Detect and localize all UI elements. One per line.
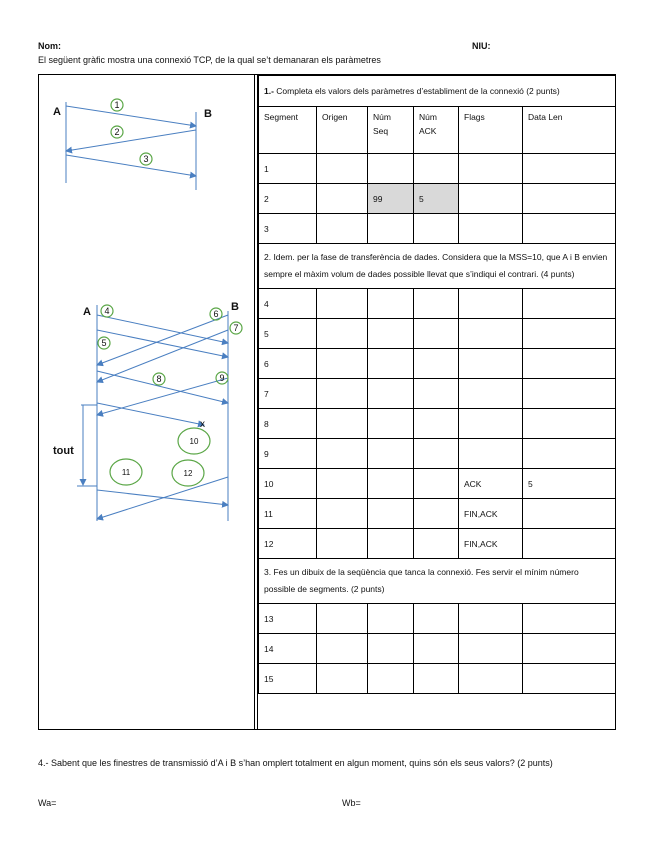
seg-label-11: 11 bbox=[121, 468, 131, 477]
cell-num-ack[interactable] bbox=[414, 499, 459, 529]
cell-data-len[interactable] bbox=[523, 379, 616, 409]
cell-flags[interactable] bbox=[459, 634, 523, 664]
cell-segment[interactable]: 15 bbox=[259, 664, 317, 694]
question-4-text: 4.- Sabent que les finestres de transmissió d’A i B s’han omplert totalment en algun moment, quins són els seus valors? (2 punts) bbox=[38, 758, 553, 768]
cell-data-len[interactable] bbox=[523, 154, 616, 184]
cell-segment[interactable]: 5 bbox=[259, 319, 317, 349]
header-flags: Flags bbox=[459, 107, 523, 154]
table-row bbox=[259, 634, 616, 664]
num-label-9: 9 bbox=[219, 373, 225, 383]
intro-text: El següent gràfic mostra una connexió TCP, de la qual se’t demanaran els paràmetres bbox=[38, 55, 381, 65]
cell-num-seq[interactable] bbox=[368, 349, 414, 379]
cell-flags[interactable] bbox=[459, 154, 523, 184]
diagram-label-b-top: B bbox=[204, 108, 212, 120]
table-row bbox=[259, 604, 616, 634]
table-row bbox=[259, 154, 616, 184]
cell-data-len[interactable] bbox=[523, 214, 616, 244]
cell-segment[interactable]: 10 bbox=[259, 469, 317, 499]
cell-flags[interactable] bbox=[459, 664, 523, 694]
num-label-5: 5 bbox=[101, 338, 107, 348]
cell-flags[interactable]: FIN,ACK bbox=[459, 529, 523, 559]
table-row bbox=[259, 469, 616, 499]
cell-data-len[interactable] bbox=[523, 409, 616, 439]
cell-origen[interactable] bbox=[317, 529, 368, 559]
cell-num-seq[interactable] bbox=[368, 439, 414, 469]
seg-label-10: 10 bbox=[189, 437, 199, 446]
section-1-text: Completa els valors dels paràmetres d’establiment de la connexió (2 punts) bbox=[273, 86, 560, 96]
table-row bbox=[259, 379, 616, 409]
section-1-heading bbox=[259, 76, 616, 107]
cell-origen[interactable] bbox=[317, 154, 368, 184]
cell-num-ack[interactable] bbox=[414, 349, 459, 379]
table-row bbox=[259, 439, 616, 469]
cell-origen[interactable] bbox=[317, 604, 368, 634]
table-row bbox=[259, 499, 616, 529]
cell-origen[interactable] bbox=[317, 469, 368, 499]
cell-segment[interactable]: 12 bbox=[259, 529, 317, 559]
cell-num-seq[interactable] bbox=[368, 154, 414, 184]
table-row bbox=[259, 319, 616, 349]
cell-flags[interactable] bbox=[459, 349, 523, 379]
tcp-sequence-diagram bbox=[39, 75, 253, 729]
segment-arrow-3 bbox=[66, 155, 196, 176]
cell-num-ack[interactable] bbox=[414, 379, 459, 409]
cell-flags[interactable]: ACK bbox=[459, 469, 523, 499]
segment-arrow-10 bbox=[97, 403, 204, 425]
cell-num-ack[interactable] bbox=[414, 529, 459, 559]
cell-num-seq[interactable] bbox=[368, 664, 414, 694]
cell-segment[interactable]: 4 bbox=[259, 289, 317, 319]
header-segment: Segment bbox=[259, 107, 317, 154]
diagram-label-b-bottom: B bbox=[231, 301, 239, 313]
cell-flags[interactable] bbox=[459, 289, 523, 319]
tcp-parameters-table bbox=[258, 75, 616, 694]
cell-num-seq[interactable] bbox=[368, 604, 414, 634]
cell-origen[interactable] bbox=[317, 409, 368, 439]
cell-origen[interactable] bbox=[317, 349, 368, 379]
diagram-label-a-top: A bbox=[53, 106, 61, 118]
section-2-heading-row bbox=[259, 244, 616, 289]
cell-num-ack[interactable] bbox=[414, 634, 459, 664]
table-row bbox=[259, 184, 616, 214]
section-2-heading: 2. Idem. per la fase de transferència de dades. Considera que la MSS=10, que A i B envien sempre el màxim volum de dades possible llevat que s’indiqui el contrari. (4 punts) bbox=[259, 244, 616, 289]
header-num-ack: Núm ACK bbox=[414, 107, 459, 154]
table-row bbox=[259, 214, 616, 244]
cell-data-len[interactable]: 5 bbox=[523, 469, 616, 499]
cell-num-ack[interactable] bbox=[414, 604, 459, 634]
cell-flags[interactable] bbox=[459, 439, 523, 469]
table-row bbox=[259, 349, 616, 379]
cell-segment[interactable]: 9 bbox=[259, 439, 317, 469]
cell-data-len[interactable] bbox=[523, 439, 616, 469]
cell-data-len[interactable] bbox=[523, 319, 616, 349]
header-data-len: Data Len bbox=[523, 107, 616, 154]
segment-arrow-2 bbox=[66, 130, 196, 151]
cell-num-seq[interactable] bbox=[368, 379, 414, 409]
cell-segment[interactable]: 7 bbox=[259, 379, 317, 409]
cell-data-len[interactable] bbox=[523, 604, 616, 634]
num-label-4: 4 bbox=[104, 306, 110, 316]
seg-label-12: 12 bbox=[183, 469, 193, 478]
num-label-1: 1 bbox=[114, 100, 120, 110]
cell-num-ack[interactable] bbox=[414, 469, 459, 499]
segment-arrow-1 bbox=[66, 106, 196, 126]
section-1-number: 1.- bbox=[264, 86, 274, 96]
timeout-label: tout bbox=[53, 445, 74, 457]
cell-num-seq[interactable] bbox=[368, 469, 414, 499]
cell-num-ack[interactable] bbox=[414, 664, 459, 694]
cell-num-seq[interactable] bbox=[368, 634, 414, 664]
cell-origen[interactable] bbox=[317, 439, 368, 469]
cell-num-ack[interactable] bbox=[414, 214, 459, 244]
segment-arrow-6 bbox=[97, 315, 228, 365]
cell-origen[interactable] bbox=[317, 664, 368, 694]
cell-data-len[interactable] bbox=[523, 184, 616, 214]
header-num-seq: Núm Seq bbox=[368, 107, 414, 154]
table-row bbox=[259, 409, 616, 439]
segment-arrow-5 bbox=[97, 330, 228, 357]
section-3-heading: 3. Fes un dibuix de la seqüència que tanca la connexió. Fes servir el mínim número possible de segments. (2 punts) bbox=[259, 559, 616, 604]
cell-num-ack[interactable]: 5 bbox=[414, 184, 459, 214]
table-row bbox=[259, 529, 616, 559]
cell-segment[interactable]: 6 bbox=[259, 349, 317, 379]
lost-segment-x-mark: x bbox=[200, 419, 205, 430]
cell-data-len[interactable] bbox=[523, 664, 616, 694]
cell-data-len[interactable] bbox=[523, 499, 616, 529]
table-row bbox=[259, 664, 616, 694]
num-label-3: 3 bbox=[143, 154, 149, 164]
cell-num-seq[interactable] bbox=[368, 319, 414, 349]
cell-flags[interactable]: FIN,ACK bbox=[459, 499, 523, 529]
num-label-6: 6 bbox=[213, 309, 219, 319]
cell-flags[interactable] bbox=[459, 379, 523, 409]
header-origen: Origen bbox=[317, 107, 368, 154]
cell-data-len[interactable] bbox=[523, 289, 616, 319]
num-label-8: 8 bbox=[156, 374, 162, 384]
num-label-2: 2 bbox=[114, 127, 120, 137]
cell-num-seq[interactable]: 99 bbox=[368, 184, 414, 214]
nom-label: Nom: bbox=[38, 41, 61, 51]
cell-flags[interactable] bbox=[459, 214, 523, 244]
cell-num-seq[interactable] bbox=[368, 214, 414, 244]
cell-segment[interactable]: 13 bbox=[259, 604, 317, 634]
cell-origen[interactable] bbox=[317, 319, 368, 349]
wb-label: Wb= bbox=[342, 798, 361, 808]
cell-num-ack[interactable] bbox=[414, 439, 459, 469]
cell-num-ack[interactable] bbox=[414, 409, 459, 439]
cell-segment[interactable]: 11 bbox=[259, 499, 317, 529]
diagram-label-a-bottom: A bbox=[83, 306, 91, 318]
cell-segment[interactable]: 14 bbox=[259, 634, 317, 664]
cell-flags[interactable] bbox=[459, 409, 523, 439]
cell-origen[interactable] bbox=[317, 379, 368, 409]
cell-flags[interactable] bbox=[459, 319, 523, 349]
cell-segment[interactable]: 8 bbox=[259, 409, 317, 439]
cell-origen[interactable] bbox=[317, 499, 368, 529]
cell-data-len[interactable] bbox=[523, 634, 616, 664]
cell-flags[interactable] bbox=[459, 184, 523, 214]
cell-num-seq[interactable] bbox=[368, 499, 414, 529]
section-1-heading-row bbox=[259, 76, 616, 107]
cell-segment[interactable]: 3 bbox=[259, 214, 317, 244]
cell-origen[interactable] bbox=[317, 289, 368, 319]
cell-data-len[interactable] bbox=[523, 529, 616, 559]
cell-origen[interactable] bbox=[317, 184, 368, 214]
cell-num-seq[interactable] bbox=[368, 289, 414, 319]
cell-num-seq[interactable] bbox=[368, 529, 414, 559]
cell-num-ack[interactable] bbox=[414, 289, 459, 319]
cell-num-ack[interactable] bbox=[414, 154, 459, 184]
segment-arrow-12 bbox=[97, 477, 228, 519]
niu-label: NIU: bbox=[472, 41, 491, 51]
header-row bbox=[259, 107, 616, 154]
cell-num-seq[interactable] bbox=[368, 409, 414, 439]
table-row bbox=[259, 289, 616, 319]
cell-origen[interactable] bbox=[317, 634, 368, 664]
segment-arrow-8 bbox=[97, 371, 228, 403]
cell-num-ack[interactable] bbox=[414, 319, 459, 349]
cell-flags[interactable] bbox=[459, 604, 523, 634]
cell-origen[interactable] bbox=[317, 214, 368, 244]
cell-segment[interactable]: 2 bbox=[259, 184, 317, 214]
wa-label: Wa= bbox=[38, 798, 57, 808]
section-3-heading-row bbox=[259, 559, 616, 604]
cell-data-len[interactable] bbox=[523, 349, 616, 379]
segment-arrow-4 bbox=[97, 315, 228, 343]
num-label-7: 7 bbox=[233, 323, 239, 333]
cell-segment[interactable]: 1 bbox=[259, 154, 317, 184]
